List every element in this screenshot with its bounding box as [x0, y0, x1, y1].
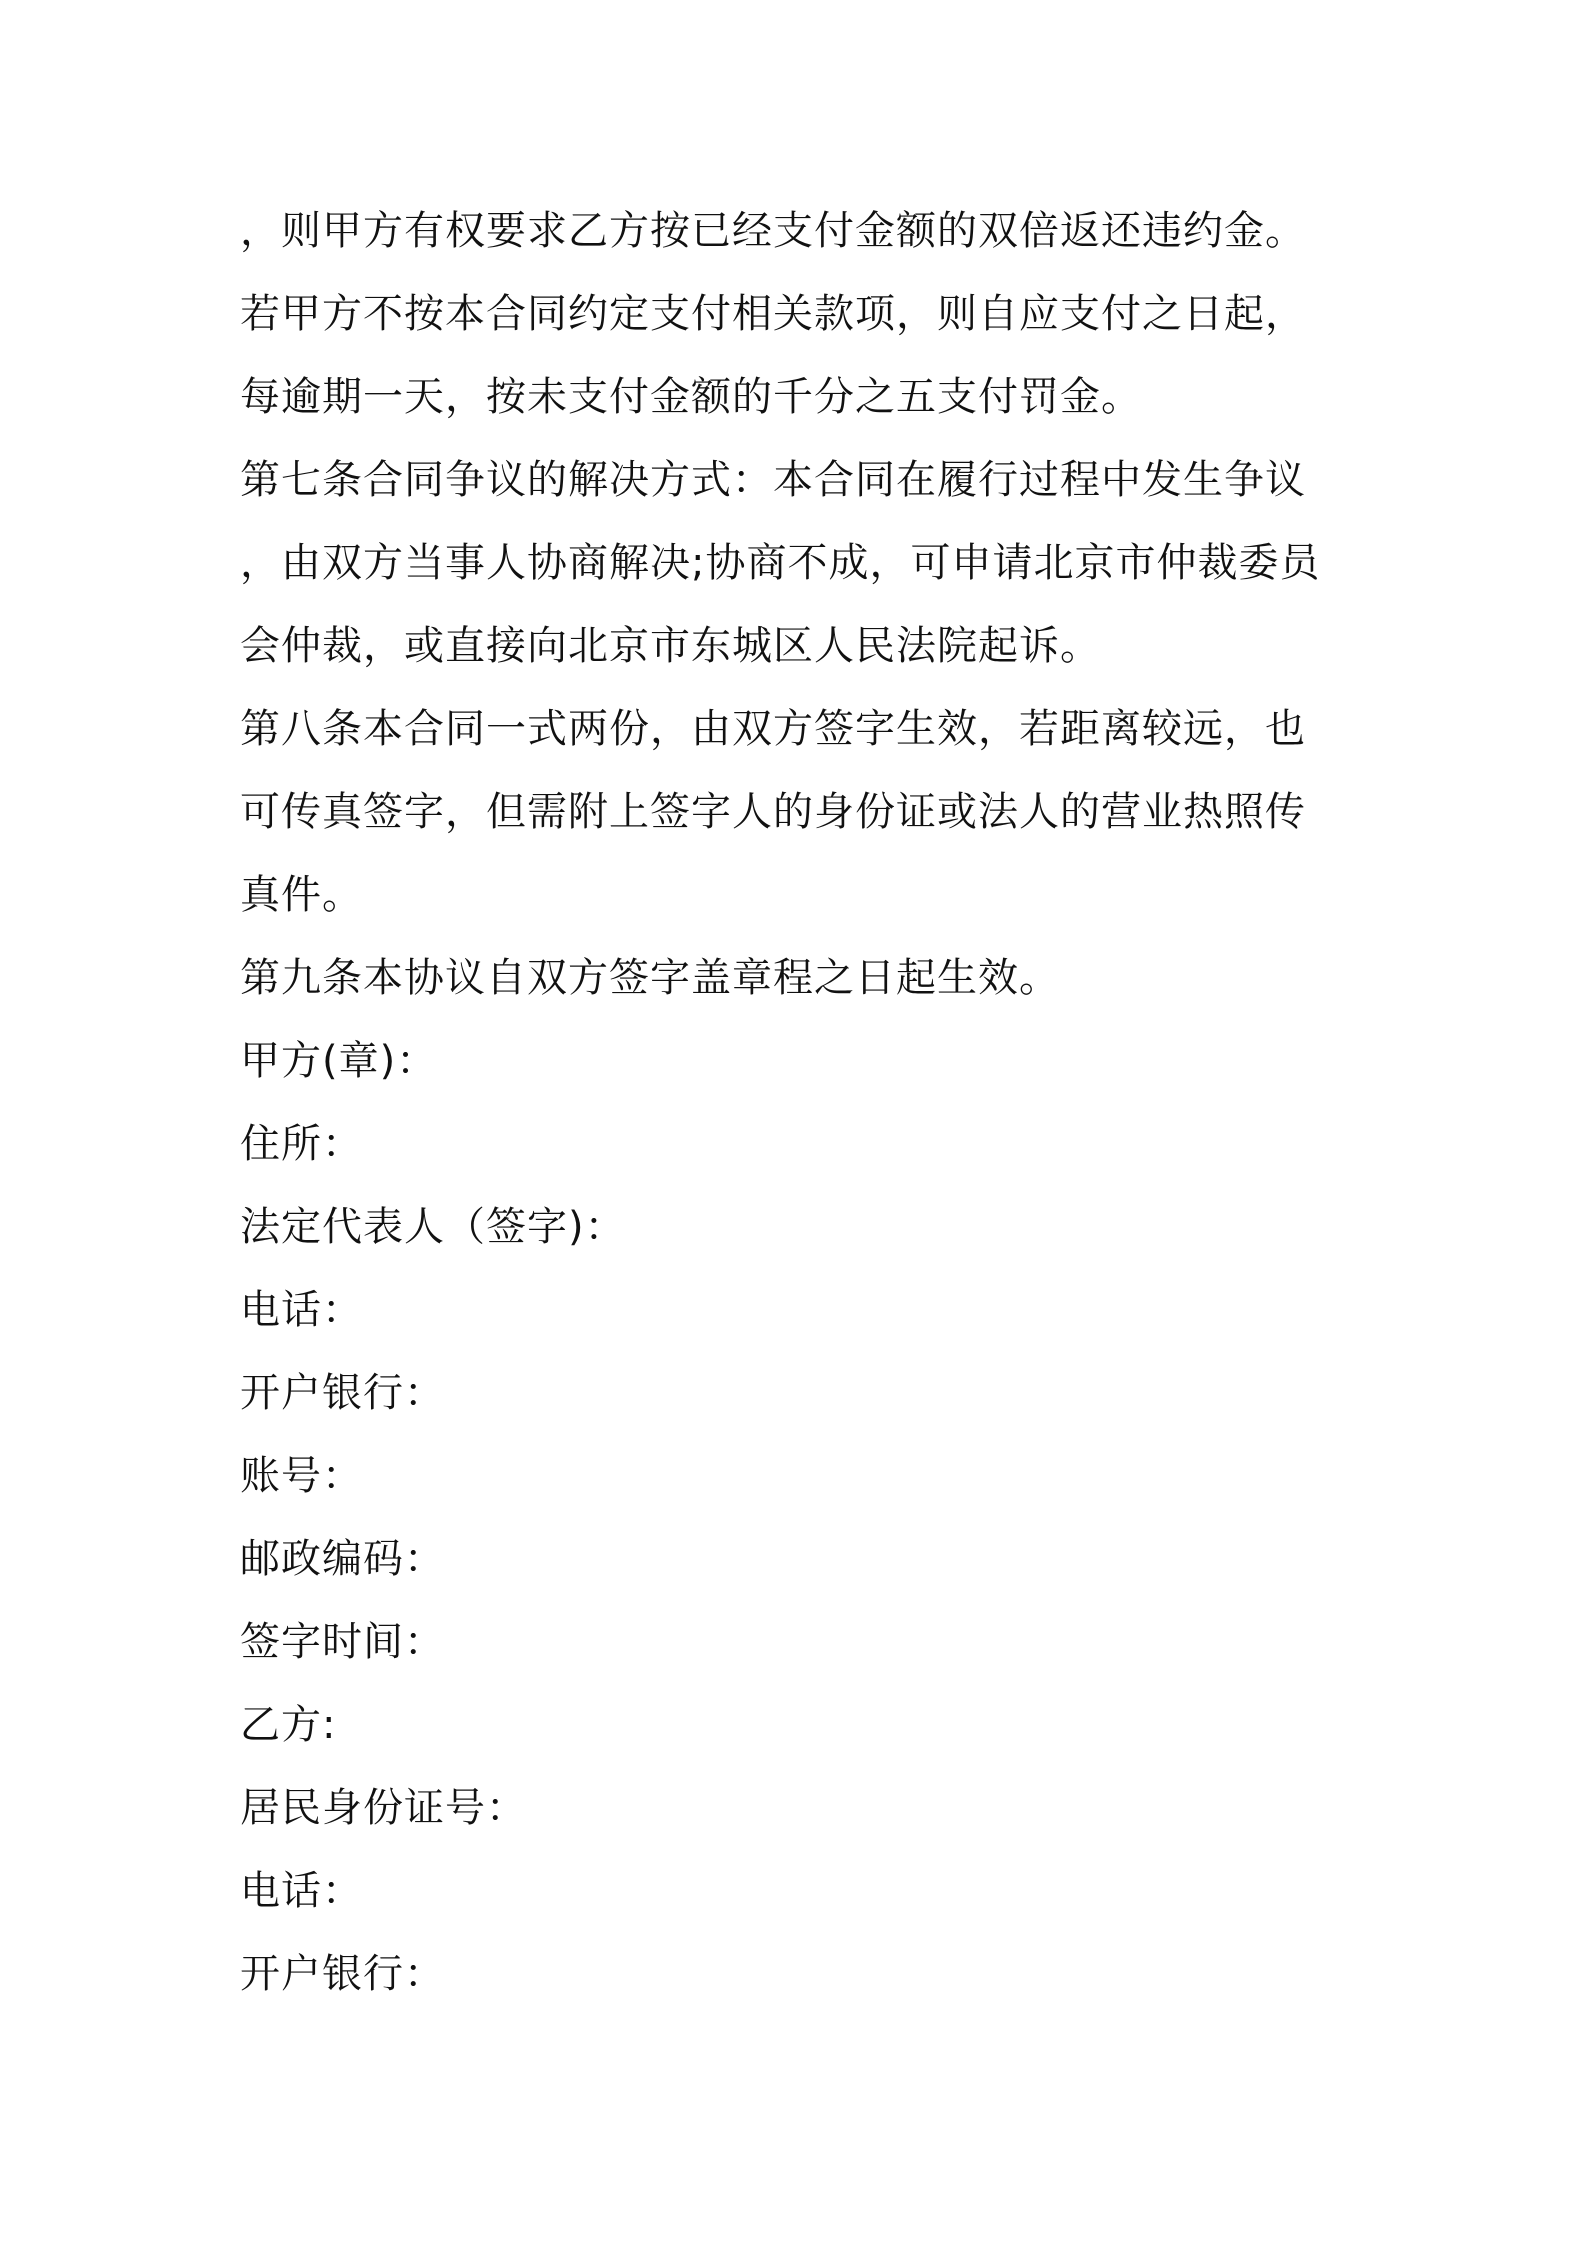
id-number-field: 居民身份证号： — [240, 1785, 527, 1831]
account-field: 账号： — [240, 1453, 363, 1499]
signing-time-field: 签字时间： — [240, 1619, 445, 1665]
text-line: ，由双方当事人协商解决;协商不成，可申请北京市仲裁委员 — [240, 540, 1321, 586]
postal-code-field: 邮政编码： — [240, 1536, 445, 1582]
phone-field: 电话： — [240, 1287, 363, 1333]
text-line: 第七条合同争议的解决方式：本合同在履行过程中发生争议 — [240, 457, 1306, 503]
text-line: 真件。 — [240, 872, 363, 918]
text-line: 第八条本合同一式两份，由双方签字生效，若距离较远，也 — [240, 706, 1306, 752]
text-line: 每逾期一天，按未支付金额的千分之五支付罚金。 — [240, 374, 1142, 420]
text-line: ，则甲方有权要求乙方按已经支付金额的双倍返还违约金。 — [240, 208, 1306, 254]
text-line: 若甲方不按本合同约定支付相关款项，则自应支付之日起， — [240, 291, 1306, 337]
phone-field: 电话： — [240, 1868, 363, 1914]
address-field: 住所： — [240, 1121, 363, 1167]
party-b-field: 乙方: — [240, 1702, 337, 1748]
bank-field: 开户银行： — [240, 1951, 445, 1997]
legal-representative-field: 法定代表人（签字)： — [240, 1204, 626, 1250]
bank-field: 开户银行： — [240, 1370, 445, 1416]
text-line: 会仲裁，或直接向北京市东城区人民法院起诉。 — [240, 623, 1101, 669]
text-line: 可传真签字，但需附上签字人的身份证或法人的营业热照传 — [240, 789, 1306, 835]
text-line: 第九条本协议自双方签字盖章程之日起生效。 — [240, 955, 1060, 1001]
party-a-seal-field: 甲方(章)： — [240, 1038, 438, 1084]
